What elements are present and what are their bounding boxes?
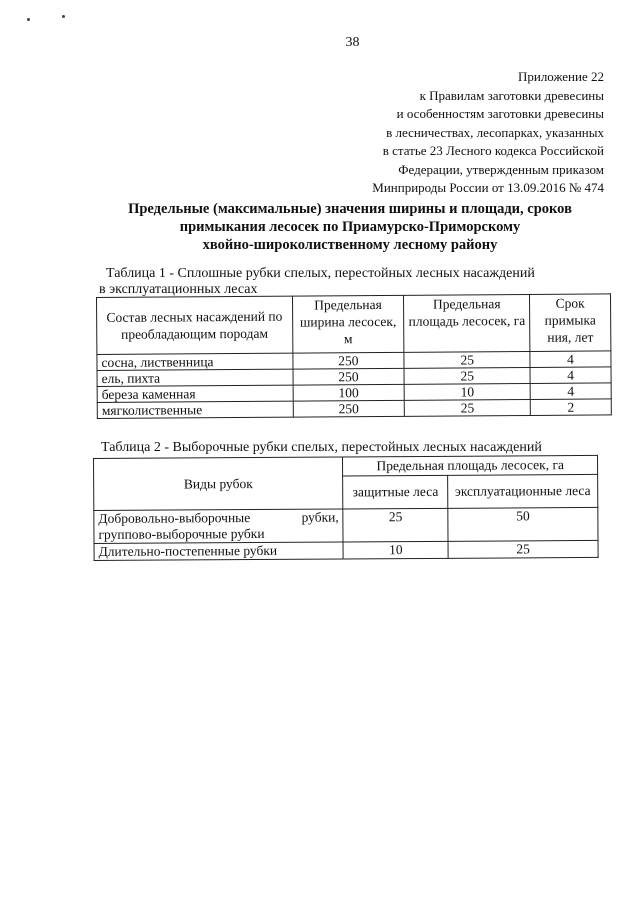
- width-cell: 250: [292, 352, 404, 369]
- column-header: защитные леса: [343, 475, 448, 509]
- area-cell: 10: [404, 383, 530, 400]
- table-row: [94, 507, 598, 543]
- cutting-type-word: Добровольно-выборочные: [98, 510, 251, 526]
- table-header-row: [97, 294, 611, 355]
- exploitation-area-cell: 50: [448, 507, 598, 541]
- protective-area-cell: 10: [343, 541, 448, 559]
- column-header: эксплуатационные леса: [448, 474, 598, 508]
- area-cell: 25: [404, 351, 530, 368]
- column-header: Предельная ширина лесосек, м: [292, 295, 404, 353]
- area-cell: 25: [404, 367, 530, 384]
- column-header: Предельная площадь лесосек, га: [404, 294, 530, 352]
- width-cell: 250: [293, 368, 405, 385]
- column-header: Срок примыка ния, лет: [530, 294, 611, 352]
- page-number: 38: [345, 35, 360, 50]
- table-clear-cuttings: [96, 293, 612, 419]
- appendix-note: [304, 68, 604, 198]
- cutting-type-line: группово-выборочные рубки: [98, 525, 265, 542]
- title-line: примыкания лесосек по Приамурско-Приморскому: [179, 219, 521, 235]
- cutting-type-word: рубки,: [301, 509, 339, 525]
- title-line: хвойно-широколиственному лесному району: [202, 237, 498, 253]
- column-header: Предельная площадь лесосек, га: [343, 455, 598, 476]
- cutting-type-line: [98, 510, 338, 527]
- protective-area-cell: 25: [343, 508, 448, 542]
- appendix-line: и особенностям заготовки древесины: [396, 106, 604, 121]
- exploitation-area-cell: 25: [448, 540, 598, 558]
- appendix-line: в статье 23 Лесного кодекса Российской: [382, 143, 604, 158]
- species-cell: ель, пихта: [97, 369, 293, 386]
- table2-caption: Таблица 2 - Выборочные рубки спелых, перестойных лесных насаждений: [101, 440, 542, 455]
- cutting-type-cell: [94, 509, 344, 544]
- term-cell: 4: [530, 351, 611, 368]
- width-cell: 250: [293, 400, 405, 417]
- term-cell: 4: [530, 367, 611, 384]
- title-line: Предельные (максимальные) значения ширины и площади, сроков: [128, 201, 572, 217]
- area-cell: 25: [405, 399, 531, 416]
- document-title: [100, 200, 600, 254]
- species-cell: мягколиственные: [97, 401, 293, 418]
- column-header: Виды рубок: [94, 457, 344, 511]
- table1-caption-cont: в эксплуатационных лесах: [99, 282, 258, 297]
- width-cell: 100: [293, 384, 405, 401]
- appendix-line: Федерации, утвержденным приказом: [398, 161, 604, 177]
- scan-speck: [27, 18, 30, 21]
- appendix-line: Приложение 22: [517, 69, 604, 84]
- appendix-line: Минприроды России от 13.09.2016 № 474: [372, 180, 604, 195]
- column-header: Состав лесных насаждений по преобладающим породам: [97, 296, 293, 354]
- table-row: [94, 540, 598, 560]
- species-cell: береза каменная: [97, 385, 293, 402]
- appendix-line: к Правилам заготовки древесины: [419, 87, 604, 103]
- scan-speck: [62, 15, 65, 18]
- term-cell: 4: [530, 383, 611, 400]
- cutting-type-cell: Длительно-постепенные рубки: [94, 542, 343, 561]
- appendix-line: в лесничествах, лесопарках, указанных: [386, 124, 604, 140]
- term-cell: 2: [530, 399, 611, 416]
- table1-caption: Таблица 1 - Сплошные рубки спелых, перестойных лесных насаждений: [106, 266, 535, 281]
- table-row: [97, 399, 611, 419]
- table-selective-cuttings: [93, 455, 599, 561]
- species-cell: сосна, лиственница: [97, 353, 293, 370]
